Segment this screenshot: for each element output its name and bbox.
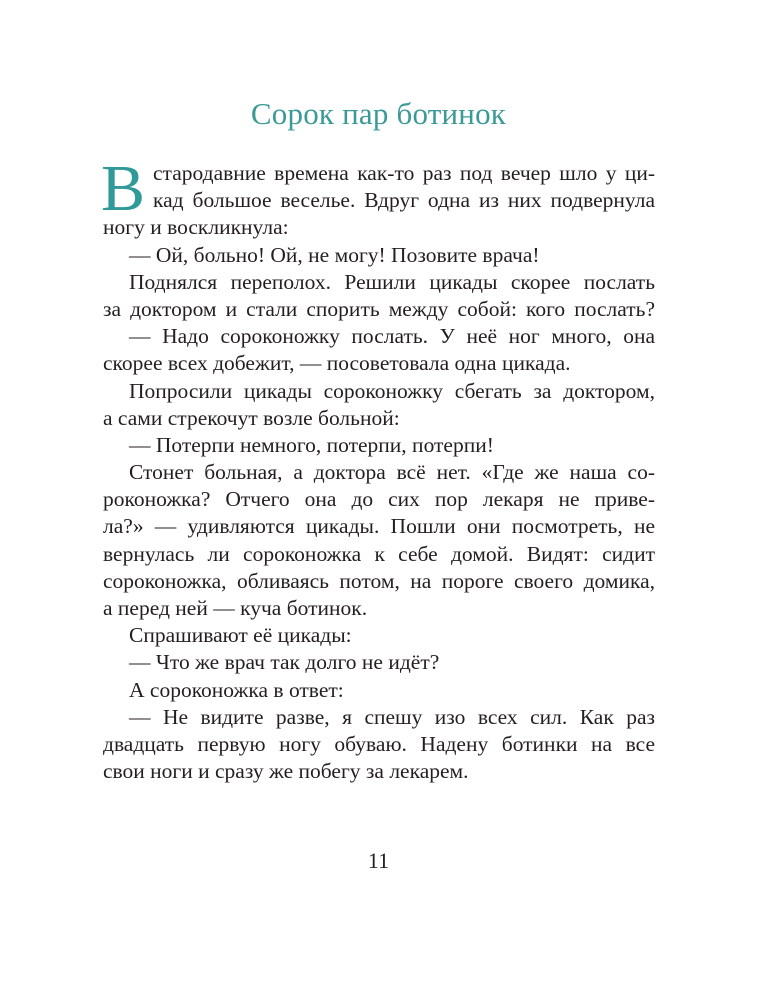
text-line: — Потерпи немного, потерпи, потерпи! [129, 432, 494, 457]
text-line: свои ноги и сразу же побегу за лекарем. [103, 759, 469, 784]
text-line: — Не видите разве, я спешу изо всех сил. Как раз [129, 704, 655, 729]
text-line: сороконожка, обливаясь потом, на пороге своего домика, [103, 568, 655, 593]
text-line: Поднялся переполох. Решили цикады скорее послать [129, 269, 655, 294]
page-number: 11 [367, 848, 390, 873]
text-line: — Надо сороконожку послать. У неё ног много, она [129, 324, 655, 349]
text-line: вернулась ли сороконожка к себе домой. Видят: сидит [103, 541, 655, 566]
text-line: а сами стрекочут возле больной: [103, 405, 400, 430]
text-line: скорее всех добежит, — посоветовала одна цикада. [103, 351, 571, 376]
drop-cap: В [101, 152, 146, 225]
text-line: стародавние времена как-то раз под вечер шло у ци- [153, 161, 655, 185]
text-line: А сороконожка в ответ: [129, 677, 344, 702]
text-line: двадцать первую ногу обуваю. Надену ботинки на все [103, 731, 655, 756]
text-line: ногу и воскликнула: [103, 215, 289, 240]
first-paragraph [101, 152, 655, 242]
text-line: ла?» — удивляются цикады. Пошли они посмотреть, не [103, 514, 655, 539]
story-title: Сорок пар ботинок [250, 96, 507, 131]
text-line: Стонет больная, а доктора всё нет. «Где же наша со- [129, 460, 655, 485]
text-line: за доктором и стали спорить между собой: кого послать? [103, 296, 655, 321]
text-line: — Ой, больно! Ой, не могу! Позовите врача! [129, 242, 540, 267]
text-line: роконожка? Отчего она до сих пор лекаря не приве- [103, 487, 655, 512]
text-line: Спрашивают её цикады: [129, 623, 352, 648]
text-line: кад большое веселье. Вдруг одна из них подвернула [153, 188, 655, 213]
text-line: а перед ней — куча ботинок. [103, 596, 368, 620]
story-body [101, 152, 655, 785]
text-line: — Что же врач так долго не идёт? [129, 650, 440, 675]
text-line: Попросили цикады сороконожку сбегать за доктором, [129, 378, 655, 403]
